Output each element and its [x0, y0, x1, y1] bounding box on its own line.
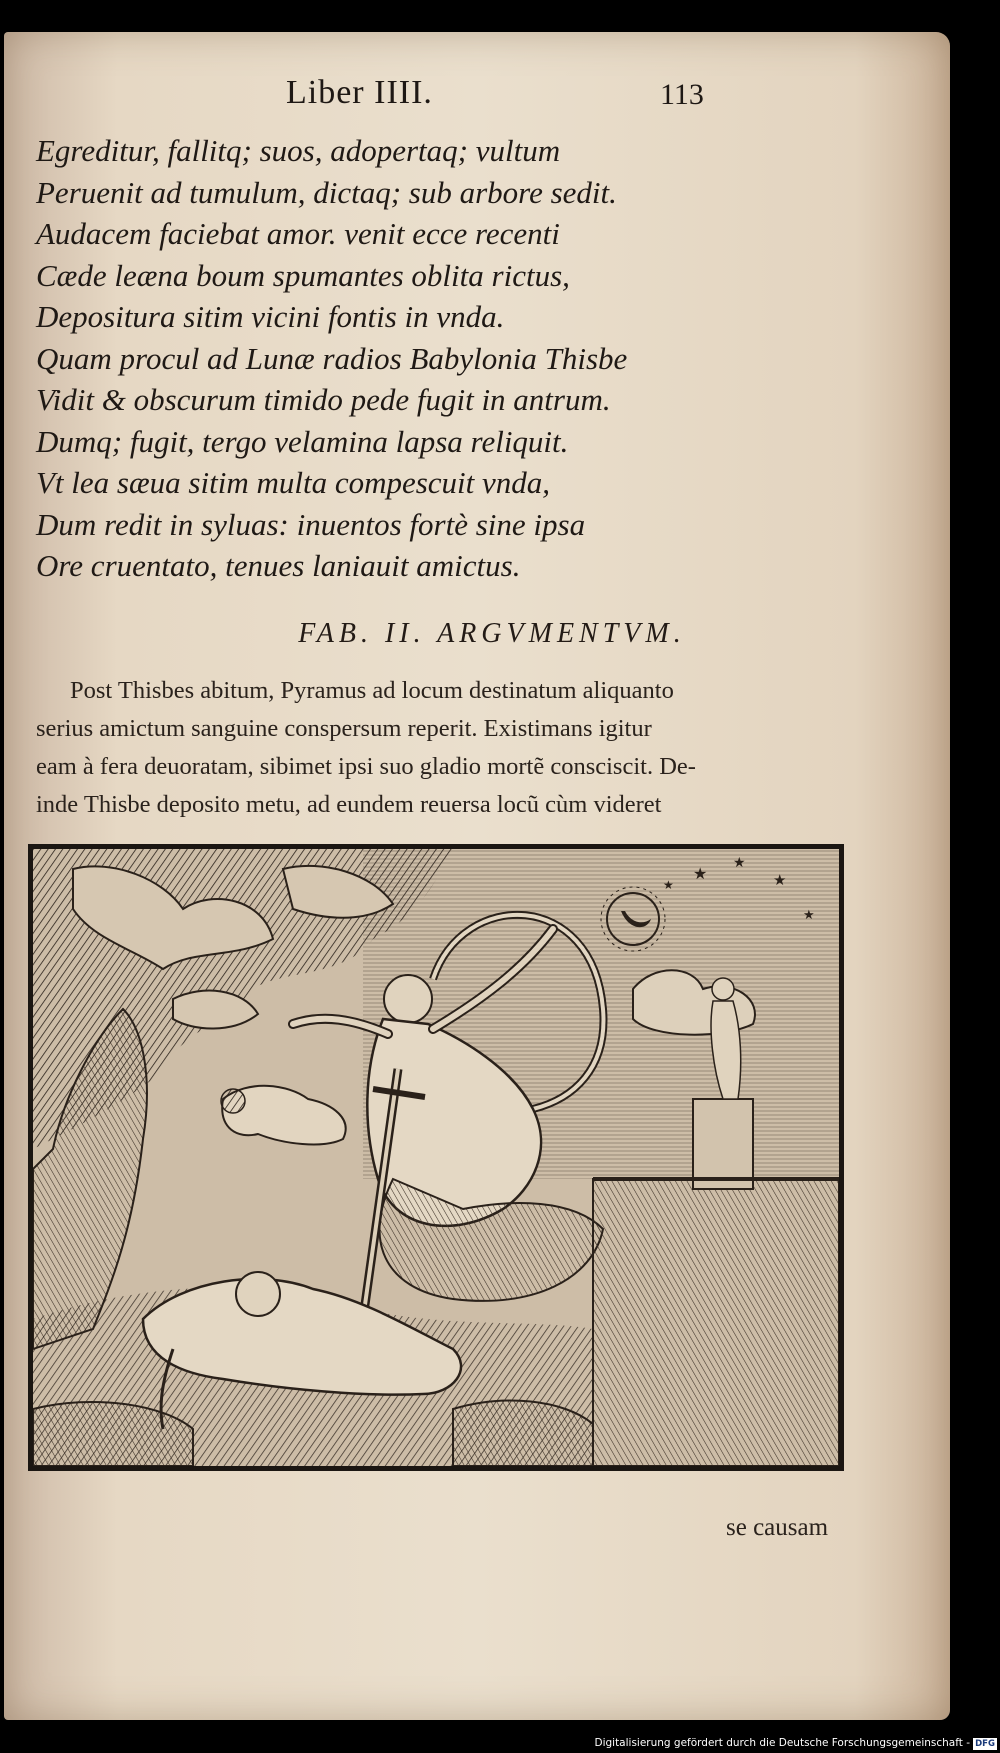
verse-line: Depositura sitim vicini fontis in vnda.	[36, 299, 505, 334]
verse-line: Audacem faciebat amor. venit ecce recenti	[36, 216, 560, 251]
woodcut-drawing	[33, 849, 839, 1466]
woodcut-illustration	[28, 844, 844, 1471]
dfg-logo: DFG	[973, 1738, 997, 1750]
verse-line: Vt lea sæua sitim multa compescuit vnda,	[36, 465, 551, 500]
verse-line: Cæde leæna boum spumantes oblita rictus,	[36, 257, 570, 293]
prose-line: inde Thisbe deposito metu, ad eundem reuersa locũ cùm videret	[36, 791, 662, 818]
funding-notice: Digitalisierung gefördert durch die Deutsche Forschungsgemeinschaft -	[594, 1737, 970, 1749]
digitization-footer	[0, 1736, 1000, 1753]
svg-text:★: ★	[663, 878, 674, 892]
verse-line: Dum redit in syluas: inuentos fortè sine ipsa	[36, 506, 586, 542]
catchword: se causam	[726, 1514, 829, 1541]
svg-text:★: ★	[693, 864, 708, 883]
svg-text:★: ★	[733, 855, 746, 871]
verse-line: Egreditur, fallitq; suos, adopertaq; vultum	[36, 133, 561, 168]
book-page	[4, 32, 950, 1720]
prose-line: Post Thisbes abitum, Pyramus ad locum destinatum aliquanto	[70, 677, 674, 704]
verse-line: Peruenit ad tumulum, dictaq; sub arbore sedit.	[36, 174, 617, 210]
running-head: Liber IIII.	[286, 74, 433, 111]
verse-line: Vidit & obscurum timido pede fugit in antrum.	[36, 382, 611, 417]
verse-line: Dumq; fugit, tergo velamina lapsa reliquit.	[36, 423, 569, 459]
verse-line: Ore cruentato, tenues laniauit amictus.	[36, 548, 521, 583]
prose-line: eam à fera deuoratam, sibimet ipsi suo gladio mortẽ consciscit. De-	[36, 753, 696, 780]
argument-paragraph	[36, 672, 862, 824]
fable-heading: FAB. II. ARGVMENTVM.	[298, 618, 686, 649]
page-number: 113	[660, 78, 704, 111]
verse-block	[36, 130, 736, 587]
svg-text:★: ★	[803, 908, 815, 923]
svg-text:★: ★	[773, 871, 787, 889]
verse-line: Quam procul ad Lunæ radios Babylonia Thisbe	[36, 340, 628, 376]
prose-line: serius amictum sanguine conspersum reperit. Existimans igitur	[36, 715, 652, 742]
